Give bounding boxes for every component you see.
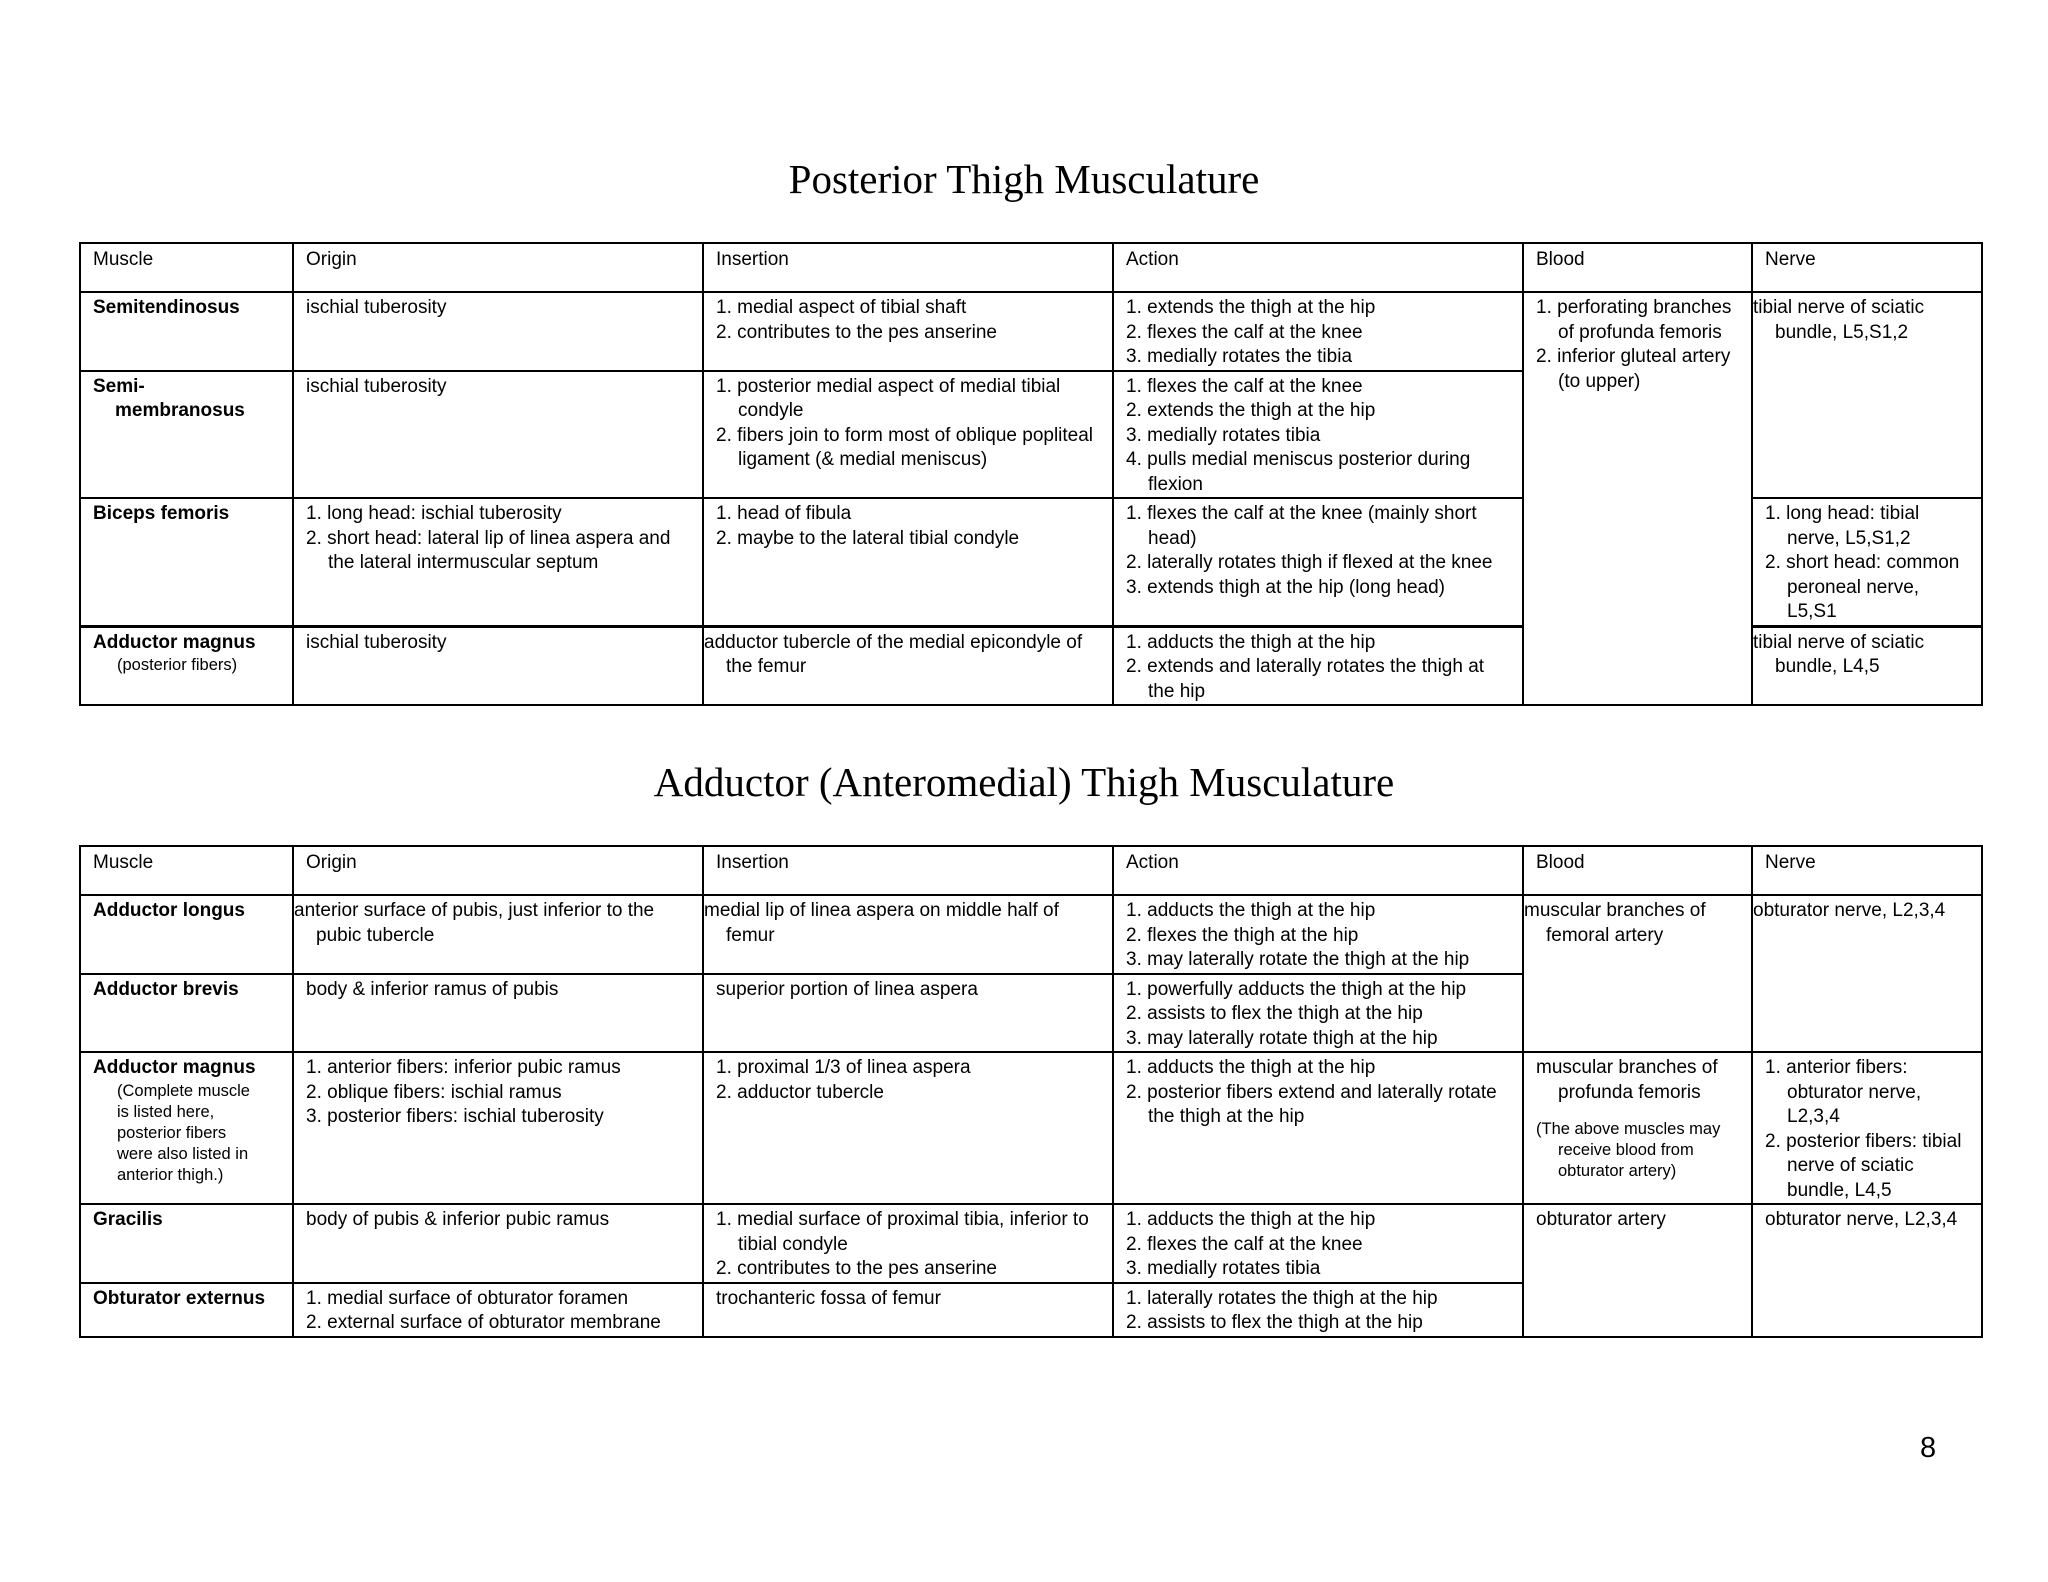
muscle-name bbox=[80, 371, 293, 499]
muscle-subtitle: (Complete muscle is listed here, posterior fibers were also listed in anterior thigh.) bbox=[117, 1081, 250, 1184]
muscle-name-line: Semi- bbox=[93, 375, 145, 397]
list-item: 3. may laterally rotate the thigh at the hip bbox=[1126, 949, 1470, 970]
header-action: Action bbox=[1113, 846, 1523, 895]
origin-cell: body of pubis & inferior pubic ramus bbox=[293, 1204, 703, 1283]
header-origin: Origin bbox=[293, 243, 703, 292]
nerve-cell bbox=[1752, 498, 1982, 626]
list-item: 1. long head: tibial nerve, L5,S1,2 bbox=[1765, 503, 1920, 549]
list-item: 1. medial surface of obturator foramen bbox=[306, 1287, 629, 1309]
table-row bbox=[80, 895, 1982, 974]
list-item: 3. medially rotates tibia bbox=[1126, 1258, 1321, 1279]
list-item: 2. extends and laterally rotates the thigh at the hip bbox=[1126, 656, 1485, 702]
list-item: 1. proximal 1/3 of linea aspera bbox=[716, 1057, 971, 1078]
header-blood: Blood bbox=[1523, 846, 1752, 895]
list-item: 1. powerfully adducts the thigh at the hip bbox=[1126, 978, 1467, 1000]
list-item: 1. perforating branches of profunda femoris bbox=[1536, 297, 1732, 343]
list-item: 2. oblique fibers: ischial ramus bbox=[306, 1081, 562, 1103]
list-item: 3. medially rotates tibia bbox=[1126, 424, 1321, 446]
list-item: 2. inferior gluteal artery (to upper) bbox=[1536, 346, 1731, 392]
muscle-name: Adductor brevis bbox=[80, 974, 293, 1053]
insertion-cell bbox=[703, 1052, 1113, 1204]
origin-cell bbox=[293, 498, 703, 626]
muscle-name: Gracilis bbox=[80, 1204, 293, 1283]
header-nerve: Nerve bbox=[1752, 243, 1982, 292]
origin-cell: anterior surface of pubis, just inferior to the pubic tubercle bbox=[293, 895, 703, 974]
list-item: 1. flexes the calf at the knee bbox=[1126, 375, 1363, 397]
insertion-cell bbox=[703, 498, 1113, 626]
list-item: 2. contributes to the pes anserine bbox=[716, 321, 997, 343]
action-cell bbox=[1113, 895, 1523, 974]
list-item: 2. maybe to the lateral tibial condyle bbox=[716, 527, 1020, 549]
list-item: 2. contributes to the pes anserine bbox=[716, 1258, 997, 1279]
list-item: 2. extends the thigh at the hip bbox=[1126, 400, 1376, 421]
insertion-cell bbox=[703, 292, 1113, 371]
header-insertion: Insertion bbox=[703, 243, 1113, 292]
action-cell bbox=[1113, 292, 1523, 371]
insertion-cell: superior portion of linea aspera bbox=[703, 974, 1113, 1053]
list-item: 1. adducts the thigh at the hip bbox=[1126, 1209, 1376, 1230]
list-item: 2. fibers join to form most of oblique popliteal ligament (& medial meniscus) bbox=[716, 424, 1094, 470]
list-item: 1. adducts the thigh at the hip bbox=[1126, 1057, 1376, 1078]
list-item: 2. assists to flex the thigh at the hip bbox=[1126, 1312, 1423, 1333]
action-cell bbox=[1113, 974, 1523, 1053]
muscle-name-line: Adductor magnus bbox=[93, 631, 256, 653]
muscle-name: Adductor longus bbox=[80, 895, 293, 974]
list-item: 2. assists to flex the thigh at the hip bbox=[1126, 1003, 1423, 1024]
origin-cell: ischial tuberosity bbox=[293, 371, 703, 499]
table-row bbox=[80, 292, 1982, 371]
list-item: 2. posterior fibers: tibial nerve of sciatic bundle, L4,5 bbox=[1765, 1130, 1962, 1201]
insertion-cell bbox=[703, 1204, 1113, 1283]
nerve-cell: obturator nerve, L2,3,4 bbox=[1752, 1204, 1982, 1337]
table-row bbox=[80, 1052, 1982, 1204]
adductor-thigh-table bbox=[79, 845, 1983, 1338]
blood-cell bbox=[1523, 1052, 1752, 1204]
action-cell bbox=[1113, 1283, 1523, 1337]
list-item: 3. extends thigh at the hip (long head) bbox=[1126, 576, 1446, 598]
blood-cell: obturator artery bbox=[1523, 1204, 1752, 1337]
muscle-subtitle: (posterior fibers) bbox=[117, 656, 238, 674]
origin-cell: ischial tuberosity bbox=[293, 292, 703, 371]
list-item: muscular branches of profunda femoris bbox=[1536, 1057, 1718, 1103]
list-item: 2. short head: lateral lip of linea aspera and the lateral intermuscular septum bbox=[306, 527, 671, 573]
list-item: 1. laterally rotates the thigh at the hip bbox=[1126, 1287, 1438, 1309]
list-item: 2. short head: common peroneal nerve, L5,S1 bbox=[1765, 552, 1960, 622]
muscle-name: Semitendinosus bbox=[80, 292, 293, 371]
list-item: 1. adducts the thigh at the hip bbox=[1126, 631, 1376, 653]
insertion-cell: trochanteric fossa of femur bbox=[703, 1283, 1113, 1337]
list-item: 1. adducts the thigh at the hip bbox=[1126, 900, 1376, 921]
list-item: 4. pulls medial meniscus posterior during flexion bbox=[1126, 449, 1471, 495]
page-title-adductor: Adductor (Anteromedial) Thigh Musculature bbox=[653, 759, 1395, 805]
header-insertion: Insertion bbox=[703, 846, 1113, 895]
origin-cell bbox=[293, 1283, 703, 1337]
list-item: 1. anterior fibers: inferior pubic ramus bbox=[306, 1057, 621, 1078]
muscle-name bbox=[80, 1052, 293, 1204]
posterior-thigh-table bbox=[79, 242, 1983, 706]
list-item: 2. external surface of obturator membrane bbox=[306, 1312, 661, 1333]
header-muscle: Muscle bbox=[80, 846, 293, 895]
nerve-cell bbox=[1752, 1052, 1982, 1204]
header-muscle: Muscle bbox=[80, 243, 293, 292]
list-item: 1. flexes the calf at the knee (mainly short head) bbox=[1126, 503, 1477, 549]
list-item: 3. may laterally rotate thigh at the hip bbox=[1126, 1027, 1438, 1049]
action-cell bbox=[1113, 1052, 1523, 1204]
action-cell bbox=[1113, 626, 1523, 705]
nerve-cell: tibial nerve of sciatic bundle, L4,5 bbox=[1752, 626, 1982, 705]
page-number: 8 bbox=[1920, 1432, 1937, 1464]
muscle-name: Biceps femoris bbox=[80, 498, 293, 626]
action-cell bbox=[1113, 1204, 1523, 1283]
header-blood: Blood bbox=[1523, 243, 1752, 292]
list-item: 2. laterally rotates thigh if flexed at the knee bbox=[1126, 552, 1493, 573]
list-item: 1. anterior fibers: obturator nerve, L2,3,4 bbox=[1765, 1057, 1922, 1127]
header-origin: Origin bbox=[293, 846, 703, 895]
nerve-cell: tibial nerve of sciatic bundle, L5,S1,2 bbox=[1752, 292, 1982, 498]
muscle-name-line: membranosus bbox=[115, 400, 245, 421]
origin-cell: body & inferior ramus of pubis bbox=[293, 974, 703, 1053]
blood-cell: muscular branches of femoral artery bbox=[1523, 895, 1752, 1052]
insertion-cell: adductor tubercle of the medial epicondyle of the femur bbox=[703, 626, 1113, 705]
list-item: 1. extends the thigh at the hip bbox=[1126, 297, 1376, 318]
origin-cell: ischial tuberosity bbox=[293, 626, 703, 705]
list-item: 3. posterior fibers: ischial tuberosity bbox=[306, 1106, 604, 1127]
table-row bbox=[80, 1204, 1982, 1283]
action-cell bbox=[1113, 498, 1523, 626]
header-action: Action bbox=[1113, 243, 1523, 292]
list-item: 1. long head: ischial tuberosity bbox=[306, 503, 562, 524]
muscle-name bbox=[80, 626, 293, 705]
list-item: 2. flexes the thigh at the hip bbox=[1126, 924, 1359, 946]
list-item: 1. head of fibula bbox=[716, 503, 852, 524]
list-item: 1. medial surface of proximal tibia, inferior to tibial condyle bbox=[716, 1209, 1089, 1255]
insertion-cell: medial lip of linea aspera on middle half of femur bbox=[703, 895, 1113, 974]
action-cell bbox=[1113, 371, 1523, 499]
blood-note: (The above muscles may receive blood from obturator artery) bbox=[1536, 1120, 1721, 1180]
table-header-row bbox=[80, 846, 1982, 895]
list-item: 2. flexes the calf at the knee bbox=[1126, 1233, 1363, 1255]
list-item: 3. medially rotates the tibia bbox=[1126, 346, 1353, 367]
insertion-cell bbox=[703, 371, 1113, 499]
list-item: 1. posterior medial aspect of medial tibial condyle bbox=[716, 375, 1061, 421]
muscle-name: Obturator externus bbox=[80, 1283, 293, 1337]
origin-cell bbox=[293, 1052, 703, 1204]
nerve-cell: obturator nerve, L2,3,4 bbox=[1752, 895, 1982, 1052]
page-title-posterior: Posterior Thigh Musculature bbox=[788, 156, 1260, 202]
blood-cell bbox=[1523, 292, 1752, 705]
list-item: 1. medial aspect of tibial shaft bbox=[716, 297, 967, 318]
list-item: 2. adductor tubercle bbox=[716, 1081, 884, 1103]
header-nerve: Nerve bbox=[1752, 846, 1982, 895]
list-item: 2. flexes the calf at the knee bbox=[1126, 321, 1363, 343]
list-item: 2. posterior fibers extend and laterally rotate the thigh at the hip bbox=[1126, 1081, 1497, 1127]
table-header-row bbox=[80, 243, 1982, 292]
muscle-name-line: Adductor magnus bbox=[93, 1057, 256, 1078]
